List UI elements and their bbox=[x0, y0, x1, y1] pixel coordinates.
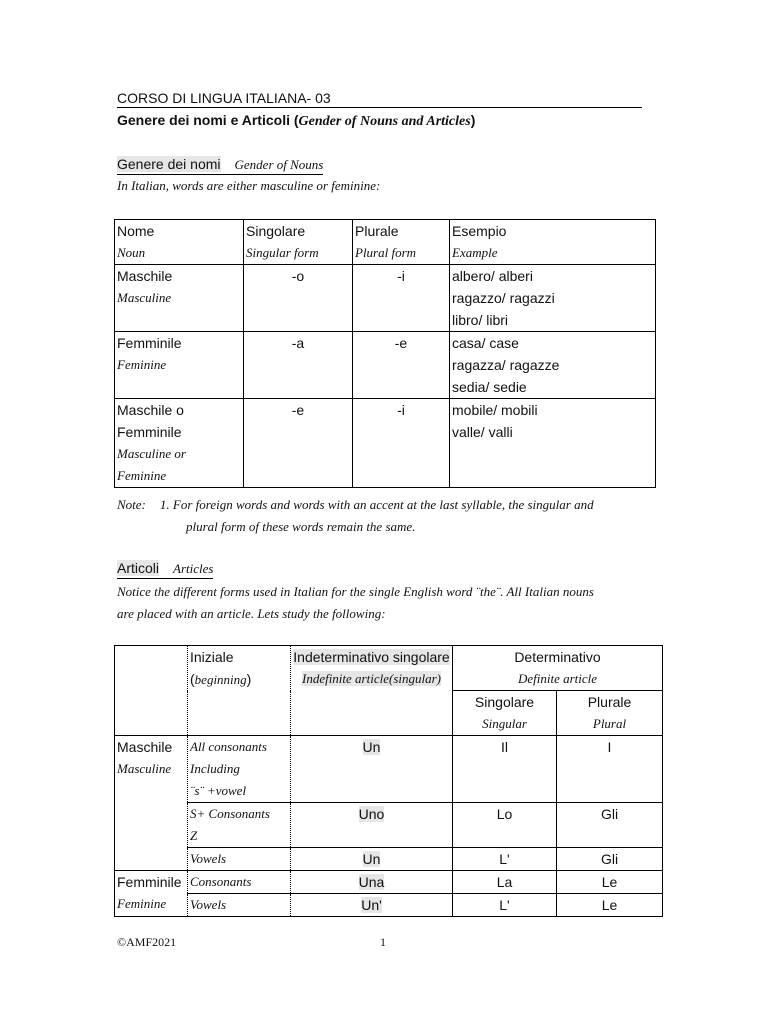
articles-intro-line-2: are placed with an article. Lets study the following: bbox=[117, 606, 386, 621]
mixed-plural-ending: -i bbox=[353, 399, 450, 488]
note-label: Note: bbox=[117, 497, 146, 512]
page-number: 1 bbox=[380, 935, 386, 949]
col-header-plural: Plurale Plural form bbox=[353, 220, 450, 265]
masculine-plural-ending: -i bbox=[353, 265, 450, 332]
initial-vowels: Vowels bbox=[188, 848, 291, 871]
col-header-example: Esempio Example bbox=[450, 220, 656, 265]
note bbox=[117, 494, 594, 516]
feminine-singular-ending: -a bbox=[244, 332, 353, 399]
note-line-1: 1. For foreign words and words with an accent at the last syllable, the singular and bbox=[159, 497, 594, 512]
nouns-section-title bbox=[117, 155, 323, 175]
def-plur-gli-vowel: Gli bbox=[557, 848, 663, 871]
heading-close: ) bbox=[470, 112, 476, 128]
nouns-title-en: Gender of Nouns bbox=[234, 157, 324, 172]
course-title: CORSO DI LINGUA ITALIANA- 03 bbox=[117, 90, 642, 108]
initial-consonants-fem: Consonants bbox=[188, 871, 291, 894]
def-plur-gli: Gli bbox=[557, 803, 663, 848]
def-sing-la: La bbox=[453, 871, 557, 894]
masculine-examples: albero/ alberi ragazzo/ ragazzi libro/ libri bbox=[450, 265, 656, 332]
header-empty-cell bbox=[115, 646, 188, 736]
indef-uno: Uno bbox=[291, 803, 453, 848]
indef-una: Una bbox=[291, 871, 453, 894]
table-row bbox=[115, 803, 663, 848]
def-sing-l: L' bbox=[453, 848, 557, 871]
def-sing-l-fem: L' bbox=[453, 894, 557, 917]
row-label-masculine: Maschile Masculine bbox=[115, 736, 188, 871]
articles-section-title bbox=[117, 559, 213, 579]
row-label-masc-or-fem: Maschile o Femminile Masculine or Feminine bbox=[115, 399, 244, 488]
indef-un-vowel: Un bbox=[291, 848, 453, 871]
row-label-feminine: Femminile Feminine bbox=[115, 871, 188, 917]
initial-vowels-fem: Vowels bbox=[188, 894, 291, 917]
heading-italian: Genere dei nomi e Articoli ( bbox=[117, 112, 299, 128]
articles-header-row bbox=[115, 646, 663, 691]
note-line-2: plural form of these words remain the same. bbox=[186, 519, 416, 534]
row-label-feminine: Femminile Feminine bbox=[115, 332, 244, 399]
footer-copyright: ©AMF2021 bbox=[117, 935, 177, 949]
initial-s-consonants: S+ Consonants Z bbox=[188, 803, 291, 848]
table-row bbox=[115, 848, 663, 871]
def-plur-le: Le bbox=[557, 871, 663, 894]
table-row bbox=[115, 894, 663, 917]
def-sing-il: Il bbox=[453, 736, 557, 803]
col-header-def-singular: Singolare Singular bbox=[453, 691, 557, 736]
table-row bbox=[115, 332, 656, 399]
nouns-title-it: Genere dei nomi bbox=[117, 156, 221, 172]
indef-un-apostrophe: Un' bbox=[291, 894, 453, 917]
row-label-masculine: Maschile Masculine bbox=[115, 265, 244, 332]
mixed-singular-ending: -e bbox=[244, 399, 353, 488]
indef-un: Un bbox=[291, 736, 453, 803]
col-header-noun: Nome Noun bbox=[115, 220, 244, 265]
masculine-singular-ending: -o bbox=[244, 265, 353, 332]
nouns-table bbox=[114, 219, 656, 488]
table-row bbox=[115, 399, 656, 488]
articles-table bbox=[114, 645, 663, 917]
nouns-header-row bbox=[115, 220, 656, 265]
table-row bbox=[115, 265, 656, 332]
col-header-definite: Determinativo Definite article bbox=[453, 646, 663, 691]
table-row bbox=[115, 736, 663, 803]
def-plur-i: I bbox=[557, 736, 663, 803]
col-header-def-plural: Plurale Plural bbox=[557, 691, 663, 736]
articles-title-en: Articles bbox=[173, 561, 214, 576]
feminine-plural-ending: -e bbox=[353, 332, 450, 399]
def-plur-le-vowel: Le bbox=[557, 894, 663, 917]
heading-english: Gender of Nouns and Articles bbox=[298, 114, 471, 129]
col-header-singular: Singolare Singular form bbox=[244, 220, 353, 265]
def-sing-lo: Lo bbox=[453, 803, 557, 848]
initial-consonants: All consonants Including ¨s¨ +vowel bbox=[188, 736, 291, 803]
col-header-initial: Iniziale (beginning) bbox=[188, 646, 291, 736]
page-heading bbox=[117, 112, 475, 130]
articles-title-it: Articoli bbox=[117, 560, 160, 576]
nouns-intro: In Italian, words are either masculine or feminine: bbox=[117, 178, 381, 193]
col-header-indefinite: Indeterminativo singolare Indefinite article(singular) bbox=[291, 646, 453, 736]
mixed-examples: mobile/ mobili valle/ valli bbox=[450, 399, 656, 488]
articles-intro-line-1: Notice the different forms used in Italian for the single English word ¨the¨. All Italian nouns bbox=[117, 584, 594, 599]
table-row bbox=[115, 871, 663, 894]
feminine-examples: casa/ case ragazza/ ragazze sedia/ sedie bbox=[450, 332, 656, 399]
